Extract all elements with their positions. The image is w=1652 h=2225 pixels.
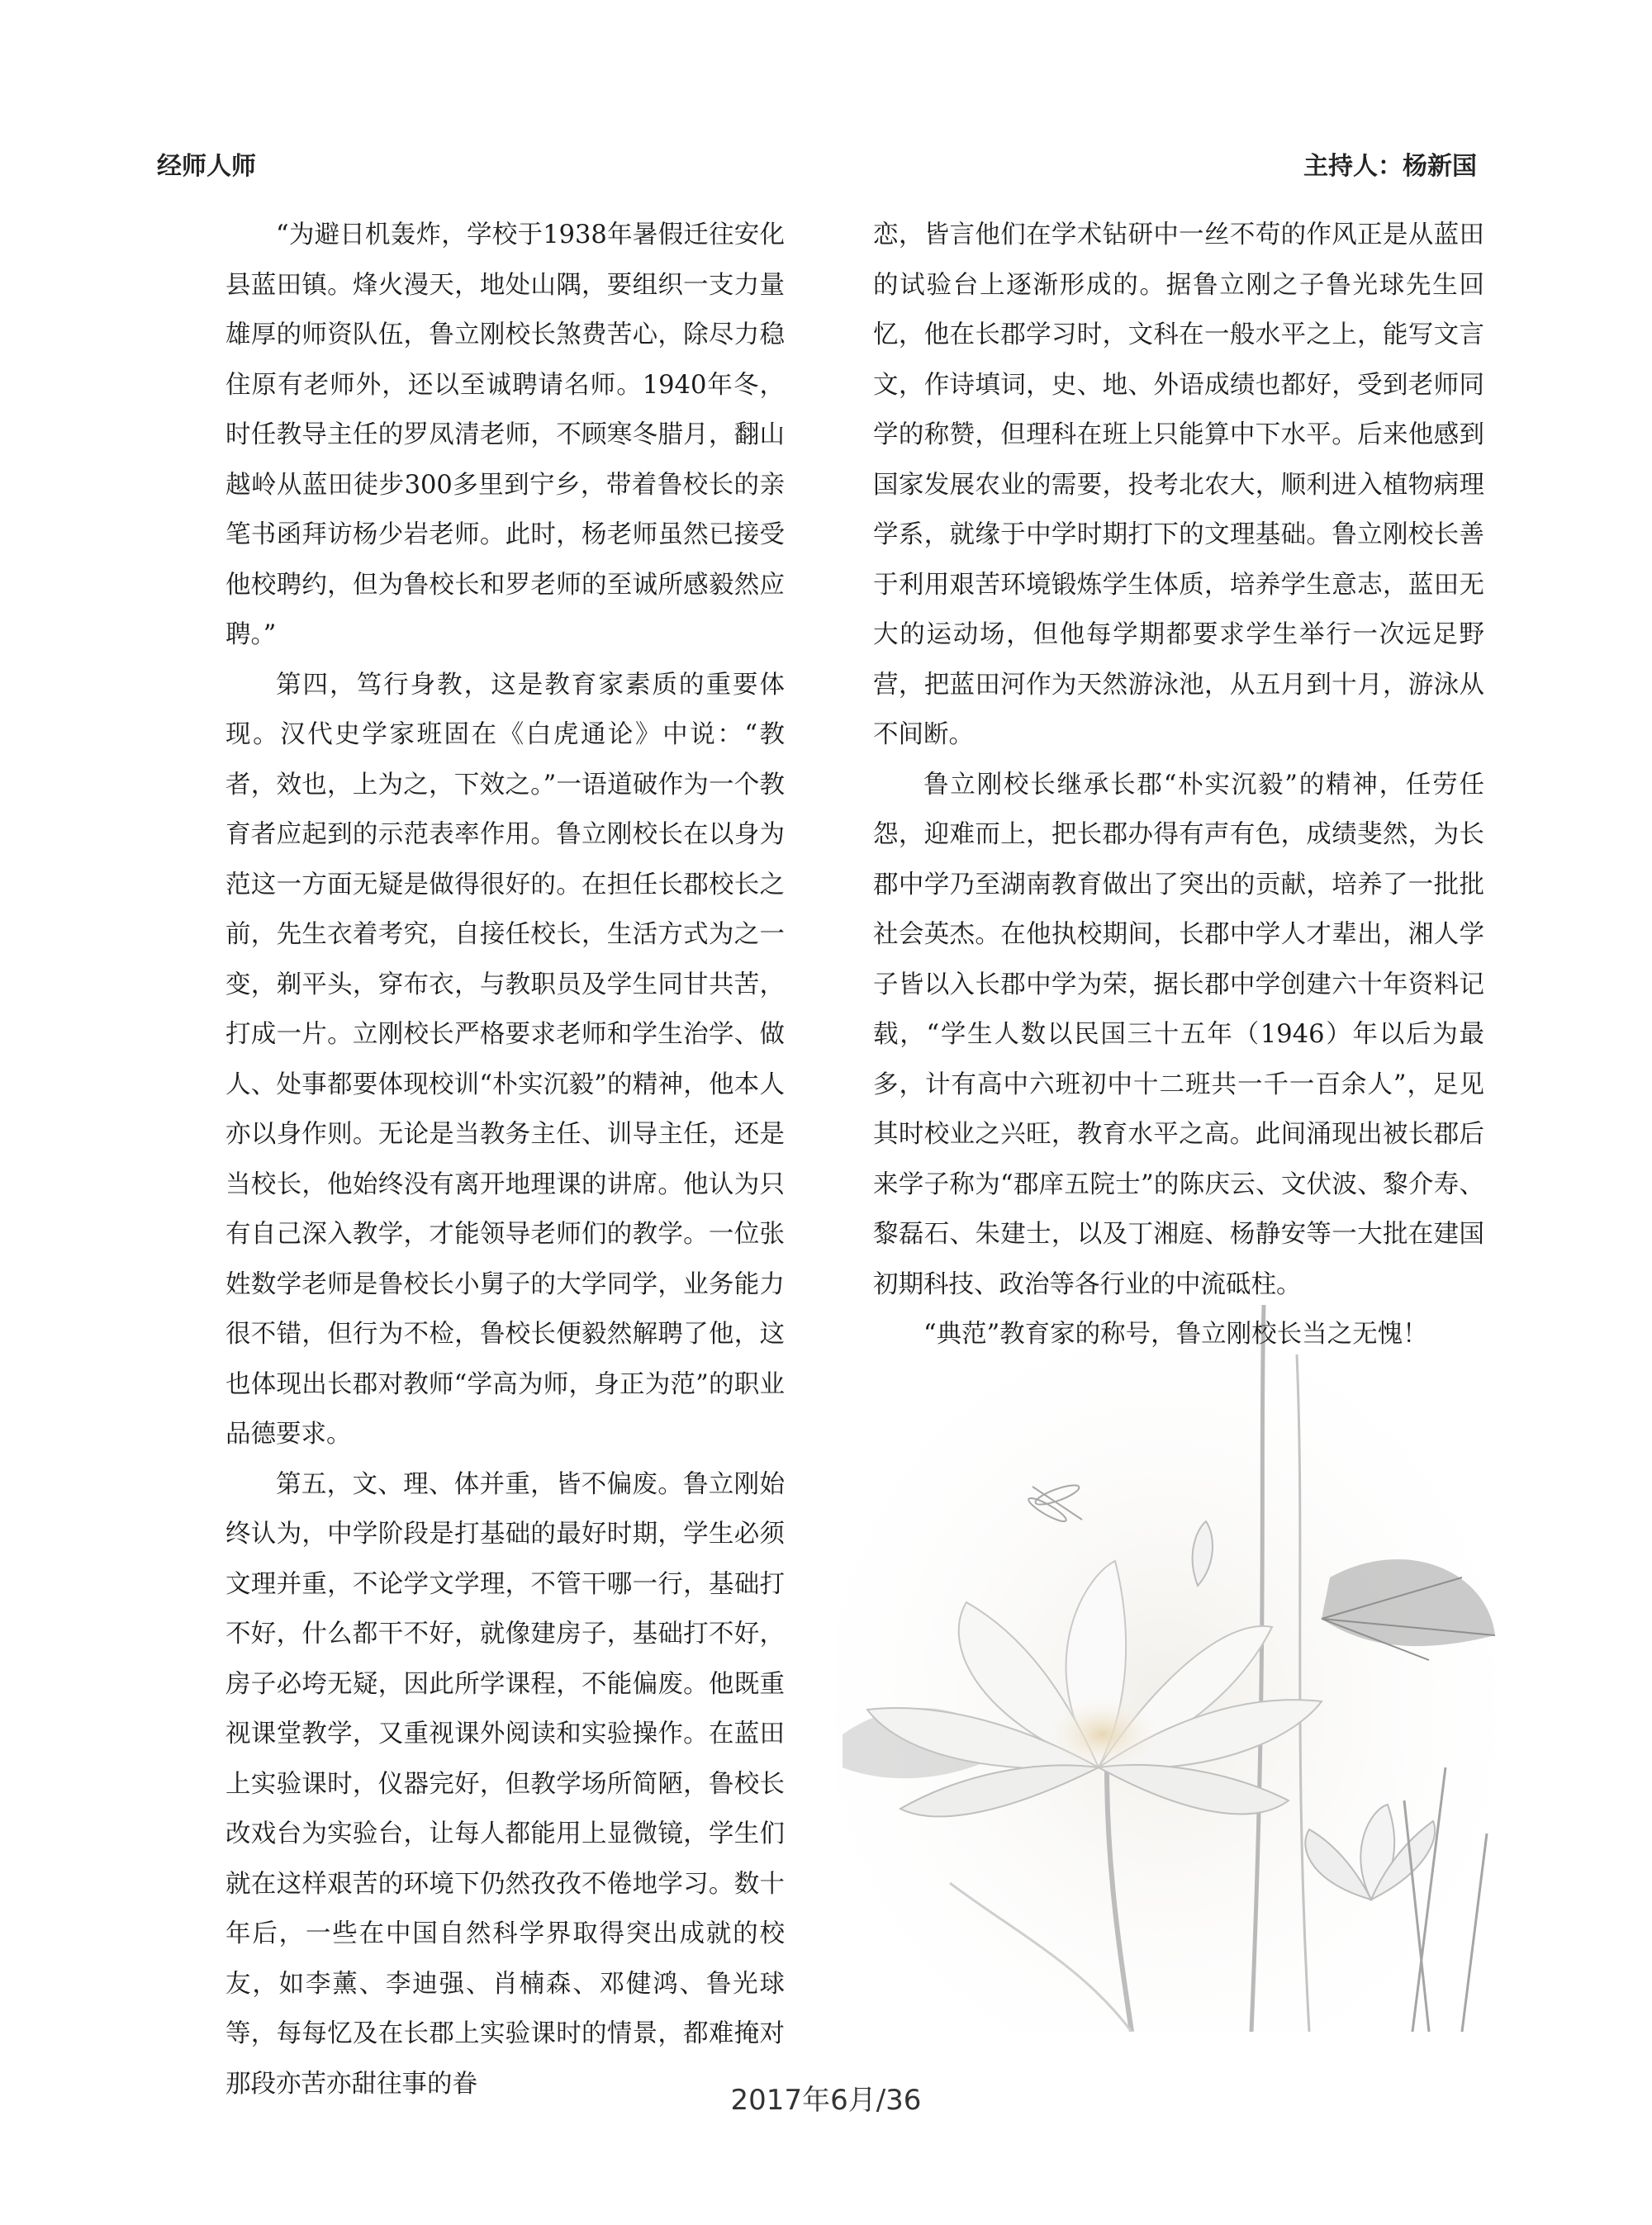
paragraph: 第四，笃行身教，这是教育家素质的重要体现。汉代史学家班固在《白虎通论》中说：“教者，效也，上为之，下效之。”一语道破作为一个教育者应起到的示范表率作用。鲁立刚校长在以身为范这一方面无疑是做得很好的。在担任长郡校长之前，先生衣着考究，自接任校长，生活方式为之一变，剃平头，穿布衣，与教职员及学生同甘共苦，打成一片。立刚校长严格要求老师和学生治学、做人、处事都要体现校训“朴实沉毅”的精神，他本人亦以身作则。无论是当教务主任、训导主任，还是当校长，他始终没有离开地理课的讲席。他认为只有自己深入教学，才能领导老师们的教学。一位张姓数学老师是鲁校长小舅子的大学同学，业务能力很不错，但行为不检，鲁校长便毅然解聘了他，这也体现出长郡对教师“学高为师，身正为范”的职业品德要求。: [225, 670, 785, 1449]
right-column: [873, 211, 1484, 1360]
paragraph: 第五，文、理、体并重，皆不偏废。鲁立刚始终认为，中学阶段是打基础的最好时期，学生必须文理并重，不论学文学理，不管干哪一行，基础打不好，什么都干不好，就像建房子，基础打不好，房子必垮无疑，因此所学课程，不能偏废。他既重视课堂教学，又重视课外阅读和实验操作。在蓝田上实验课时，仪器完好，但教学场所简陋，鲁校长改戏台为实验台，让每人都能用上显微镜，学生们就在这样艰苦的环境下仍然孜孜不倦地学习。数十年后，一些在中国自然科学界取得突出成就的校友，如李薰、李迪强、肖楠森、邓健鸿、鲁光球等，每每忆及在长郡上实验课时的情景，都难掩对那段亦苦亦甜往事的眷: [225, 1469, 785, 2099]
page-number: 2017年6月/36: [730, 2084, 922, 2117]
host-credit: 主持人：杨新国: [1303, 152, 1477, 181]
left-column: [225, 211, 785, 2109]
section-title: 经师人师: [157, 152, 256, 181]
lotus-illustration: [834, 1305, 1495, 2032]
paragraph: 鲁立刚校长继承长郡“朴实沉毅”的精神，任劳任怨，迎难而上，把长郡办得有声有色，成绩斐然，为长郡中学乃至湖南教育做出了突出的贡献，培养了一批批社会英杰。在他执校期间，长郡中学人才辈出，湘人学子皆以入长郡中学为荣，据长郡中学创建六十年资料记载，“学生人数以民国三十五年（1946）年以后为最多，计有高中六班初中十二班共一千一百余人”，足见其时校业之兴旺，教育水平之高。此间涌现出被长郡后来学子称为“郡庠五院士”的陈庆云、文伏波、黎介寿、黎磊石、朱建士，以及丁湘庭、杨静安等一大批在建国初期科技、政治等各行业的中流砥柱。: [873, 770, 1484, 1299]
paragraph: “为避日机轰炸，学校于1938年暑假迁往安化县蓝田镇。烽火漫天，地处山隅，要组织一支力量雄厚的师资队伍，鲁立刚校长煞费苦心，除尽力稳住原有老师外，还以至诚聘请名师。1940年冬，时任教导主任的罗凤清老师，不顾寒冬腊月，翻山越岭从蓝田徒步300多里到宁乡，带着鲁校长的亲笔书函拜访杨少岩老师。此时，杨老师虽然已接受他校聘约，但为鲁校长和罗老师的至诚所感毅然应聘。”: [225, 221, 785, 649]
paragraph: 恋，皆言他们在学术钻研中一丝不苟的作风正是从蓝田的试验台上逐渐形成的。据鲁立刚之子鲁光球先生回忆，他在长郡学习时，文科在一般水平之上，能写文言文，作诗填词，史、地、外语成绩也都好，受到老师同学的称赞，但理科在班上只能算中下水平。后来他感到国家发展农业的需要，投考北农大，顺利进入植物病理学系，就缘于中学时期打下的文理基础。鲁立刚校长善于利用艰苦环境锻炼学生体质，培养学生意志，蓝田无大的运动场，但他每学期都要求学生举行一次远足野营，把蓝田河作为天然游泳池，从五月到十月，游泳从不间断。: [873, 221, 1484, 749]
paragraph: “典范”教育家的称号，鲁立刚校长当之无愧！: [923, 1320, 1428, 1349]
